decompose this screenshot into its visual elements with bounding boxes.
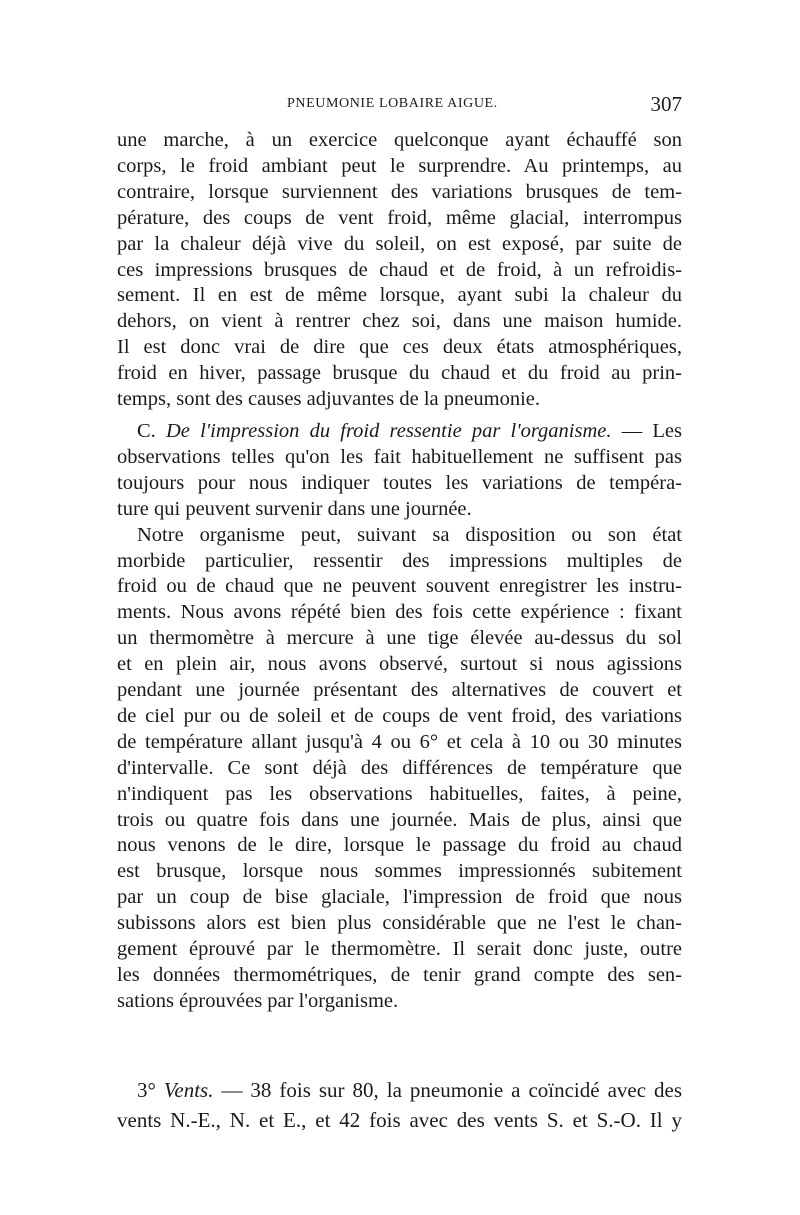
page-number: 307 — [650, 92, 682, 116]
text-line — [117, 419, 682, 445]
text-line: Notre organisme peut, suivant sa disposition ou son état — [137, 523, 682, 546]
text-line: de température allant jusqu'à 4 ou 6° et cela à 10 ou 30 minutes — [117, 730, 682, 753]
section-text: — 38 fois sur 80, la pneumonie a coïncidé avec des — [213, 1078, 682, 1102]
text-line: pérature, des coups de vent froid, même glacial, interrompus — [117, 206, 682, 229]
section-number: 3° — [137, 1078, 156, 1102]
text-line: ces impressions brusques de chaud et de froid, à un refroidis- — [117, 258, 682, 281]
subsection-heading: De l'impression du froid ressentie par l'organisme. — [166, 419, 612, 442]
running-head: PNEUMONIE LOBAIRE AIGUE. — [287, 96, 498, 111]
text-line: les données thermométriques, de tenir grand compte des sen- — [117, 964, 682, 986]
text-line: sement. Il en est de même lorsque, ayant subi la chaleur du — [117, 284, 682, 307]
page-header — [117, 92, 682, 118]
text-line: morbide particulier, ressentir des impressions multiples de — [117, 549, 682, 572]
section-vents — [117, 1075, 682, 1135]
text-line: ments. Nous avons répété bien des fois cette expérience : fixant — [117, 601, 682, 624]
text-line: gement éprouvé par le thermomètre. Il serait donc juste, outre — [117, 938, 682, 961]
text-line: froid en hiver, passage brusque du chaud et du froid au prin- — [117, 362, 682, 385]
page-body — [117, 128, 682, 1015]
text-line: et en plein air, nous avons observé, surtout si nous agissions — [117, 653, 682, 676]
text-line: est brusque, lorsque nous sommes impressionnés subitement — [117, 860, 682, 883]
text-line: de ciel pur ou de soleil et de coups de vent froid, des variations — [117, 704, 682, 727]
paragraph-1 — [117, 128, 682, 413]
text-line: contraire, lorsque surviennent des variations brusques de tem- — [117, 180, 682, 203]
text-line: par la chaleur déjà vive du soleil, on est exposé, par suite de — [117, 232, 682, 255]
text-line: toujours pour nous indiquer toutes les variations de tempéra- — [117, 471, 682, 494]
text-line: d'intervalle. Ce sont déjà des différences de température que — [117, 756, 682, 779]
paragraph-3 — [117, 523, 682, 1015]
text-line: subissons alors est bien plus considérable que ne l'est le chan- — [117, 912, 682, 935]
text-line: nous venons de le dire, lorsque le passage du froid au chaud — [117, 834, 682, 857]
text-line: temps, sont des causes adjuvantes de la pneumonie. — [117, 388, 540, 411]
section-title: Vents. — [163, 1078, 214, 1102]
text-line: pendant une journée présentant des alternatives de couvert et — [117, 679, 682, 702]
text-line: corps, le froid ambiant peut le surprendre. Au printemps, au — [117, 154, 682, 177]
text-line: par un coup de bise glaciale, l'impression de froid que nous — [117, 886, 682, 909]
text-line: ture qui peuvent survenir dans une journée. — [117, 497, 472, 520]
text-line: sations éprouvées par l'organisme. — [117, 989, 399, 1012]
text-line: observations telles qu'on les fait habituellement ne suffisent pas — [117, 445, 682, 468]
subsection-letter: C. — [137, 419, 156, 442]
text-line: n'indiquent pas les observations habituelles, faites, à peine, — [117, 782, 682, 805]
text-line: dehors, on vient à rentrer chez soi, dans une maison humide. — [117, 310, 682, 333]
text-line: vents N.-E., N. et E., et 42 fois avec des vents S. et S.-O. Il y — [117, 1108, 682, 1132]
paragraph-2 — [117, 419, 682, 523]
text-line: une marche, à un exercice quelconque ayant échauffé son — [117, 129, 682, 151]
text-line: trois ou quatre fois dans une journée. Mais de plus, ainsi que — [117, 808, 682, 831]
text-line: Il est donc vrai de dire que ces deux états atmosphériques, — [117, 336, 682, 359]
heading-continuation: — Les — [611, 419, 682, 442]
text-line: froid ou de chaud que ne peuvent souvent enregistrer les instru- — [117, 575, 682, 598]
text-line — [117, 1075, 682, 1105]
text-line: un thermomètre à mercure à une tige élevée au-dessus du sol — [117, 627, 682, 650]
